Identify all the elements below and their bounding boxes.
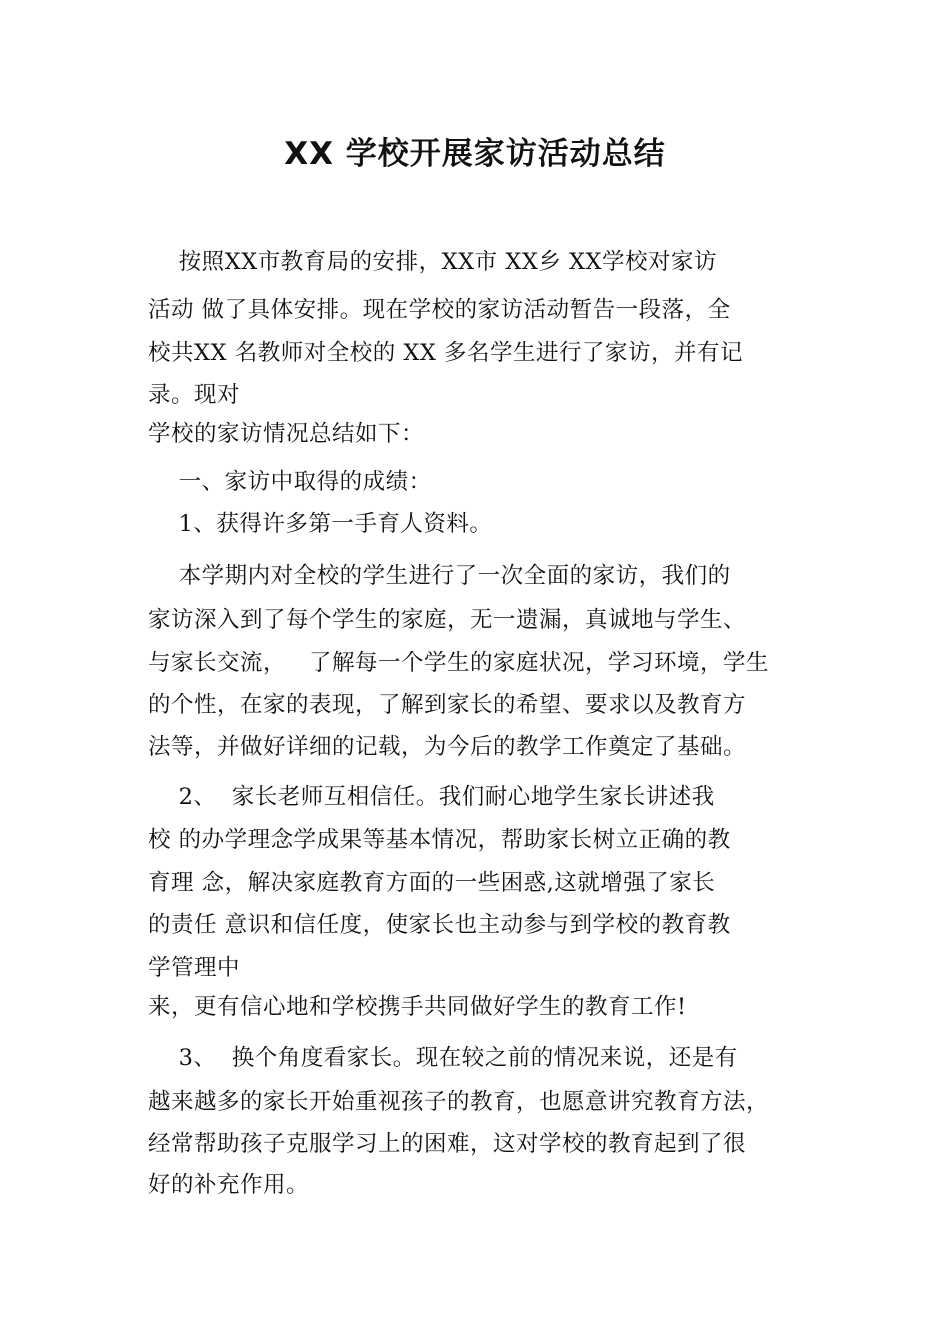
subheading: 1、获得许多第一手育人资料。	[148, 511, 493, 537]
body-line: 经常帮助孩子克服学习上的困难，这对学校的教育起到了很	[148, 1131, 747, 1157]
body-line: 校 的办学理念学成果等基本情况，帮助家长树立正确的教	[148, 827, 731, 853]
body-line: 的个性，在家的表现，了解到家长的希望、要求以及教育方	[148, 692, 747, 718]
body-line: 本学期内对全校的学生进行了一次全面的家访，我们的	[148, 563, 731, 589]
body-line: 越来越多的家长开始重视孩子的教育，也愿意讲究教育方法，	[148, 1089, 770, 1115]
body-line: 活动 做了具体安排。现在学校的家访活动暂告一段落，全	[148, 297, 731, 323]
body-line: 育理 念，解决家庭教育方面的一些困惑,这就增强了家长	[148, 870, 716, 896]
body-line: 家访深入到了每个学生的家庭，无一遗漏，真诚地与学生、	[148, 607, 747, 633]
body-line: 法等，并做好详细的记载，为今后的教学工作奠定了基础。	[148, 734, 747, 760]
body-line: 按照XX市教育局的安排，XX市 XX乡 XX学校对家访	[148, 249, 718, 275]
body-line: 好的补充作用。	[148, 1172, 310, 1198]
body-line: 的责任 意识和信任度，使家长也主动参与到学校的教育教	[148, 912, 731, 938]
body-line: 学校的家访情况总结如下：	[148, 421, 425, 447]
body-line: 校共XX 名教师对全校的 XX 多名学生进行了家访，并有记	[148, 340, 744, 366]
document-title: XX 学校开展家访活动总结	[284, 136, 666, 172]
body-line: 录。现对	[148, 382, 241, 408]
section-heading: 一、家访中取得的成绩：	[148, 469, 432, 495]
body-line: 学管理中	[148, 955, 241, 981]
body-line: 与家长交流， 了解每一个学生的家庭状况，学习环境，学生	[148, 650, 769, 676]
body-line: 3、 换个角度看家长。现在较之前的情况来说，还是有	[148, 1045, 738, 1071]
body-line: 来，更有信心地和学校携手共同做好学生的教育工作!	[148, 994, 687, 1020]
body-line: 2、 家长老师互相信任。我们耐心地学生家长讲述我	[148, 784, 715, 810]
